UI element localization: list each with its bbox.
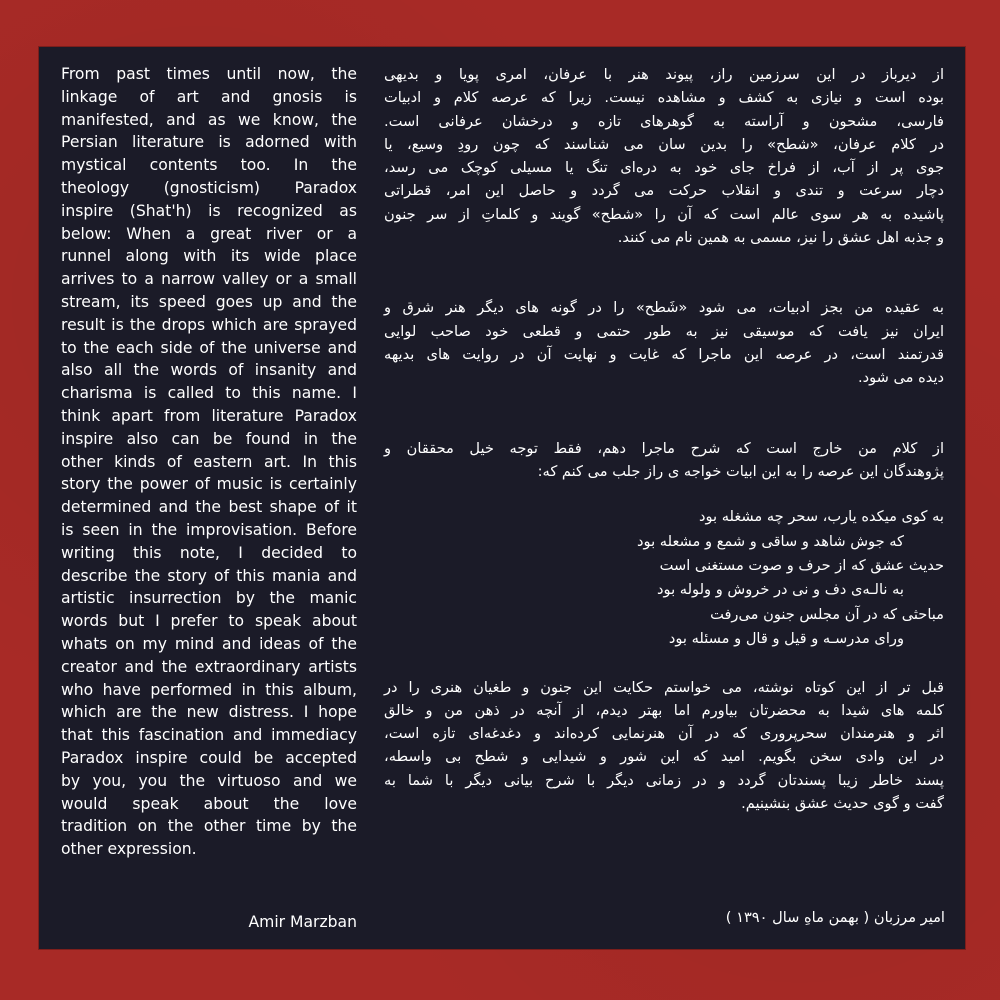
english-text-line: creator and the extraordinary artists — [61, 657, 357, 676]
persian-text-line: ایران نیز یافت که موسیقی نیز به طور حتمی و قطعی خود صاحب لوایی — [384, 322, 944, 340]
persian-text-line: در این وادی سخن بگویم. امید که این شور و شیدایی و شطح بی واسطه، — [384, 748, 944, 766]
english-text-line: whats on my mind and ideas of the — [61, 634, 357, 653]
english-signature: Amir Marzban — [248, 913, 357, 931]
poem-verse: حدیث عشق که از حرف و صوت مستغنی است — [659, 556, 944, 574]
text-panel — [39, 47, 965, 949]
english-text-line: other kinds of eastern art. In this — [61, 452, 357, 471]
english-column — [61, 63, 357, 861]
poem-verse: ورای مدرسـه و قیل و قال و مسئله بود — [668, 630, 904, 648]
english-text-line: to the each side of the universe and — [61, 338, 357, 357]
persian-text-line: از کلام من خارج است که شرح ماجرا دهم، فقط توجه خیل محققان و — [384, 439, 944, 457]
persian-signature: امیر مرزبان ( بهمن ماهِ سال ۱۳۹۰ ) — [725, 909, 945, 926]
persian-paragraph-4 — [384, 676, 944, 816]
english-text-line: story the power of music is certainly — [61, 475, 357, 494]
persian-text-line: پاشیده به هر سوی عالم است که آن را «شطح» گویند و کلماتِ از سر جنون — [384, 205, 944, 223]
persian-text-line: از دیرباز در این سرزمین راز، پیوند هنر با عرفان، امری پویا و بدیهی — [384, 66, 944, 83]
poem-verse: که جوش شاهد و ساقی و شمع و مشعله بود — [637, 532, 904, 550]
persian-text-line: کلمه های شیدا به محضرتان بیاورم اما بهتر دیدم، از آنچه در ذهن من و خالق — [384, 701, 944, 719]
persian-text-line: قبل تر از این کوتاه نوشته، می خواستم حکایت این جنون و طغیان هنری را در — [384, 678, 944, 696]
english-text-line: charisma is called to this name. I — [61, 384, 357, 403]
english-text-line: determined and the best shape of it — [61, 498, 357, 517]
persian-paragraph-2 — [384, 296, 944, 389]
poem-verse: مباحثی که در آن مجلس جنون می‌رفت — [710, 605, 944, 623]
persian-column — [384, 63, 944, 815]
persian-text-line: پسند خاطر زیبا پسندتان گردد و در زمانی دیگر با شرح بیانی دیگر با شما به — [384, 771, 944, 789]
english-text-line: describe the story of this mania and — [61, 566, 357, 585]
poem-verse: به کوی میکده یارب، سحر چه مشغله بود — [698, 508, 944, 526]
english-text-line: would speak about the love — [61, 794, 357, 813]
english-text-line: is seen in the improvisation. Before — [61, 520, 357, 539]
persian-text-line: گفت و گوی حدیث عشق بنشینیم. — [741, 795, 944, 813]
english-text-line: who have performed in this album, — [61, 680, 357, 699]
english-text-line: also all the words of insanity and — [61, 361, 357, 380]
english-text-line: below: When a great river or a — [61, 224, 357, 243]
english-text-line: stream, its speed goes up and the — [61, 292, 357, 311]
english-text-line: which are the new distress. I hope — [61, 703, 357, 722]
persian-text-line: در کلام عرفان، «شطح» را بدین سان می شناسند که چون رودِ وسیع، یا — [384, 135, 944, 153]
english-text-line: runnel along with its wide place — [61, 247, 357, 266]
persian-text-line: بوده است و نیازی به کشف و مشاهده نیست. زیرا که عرصه کلام و ادبیات — [384, 89, 944, 107]
persian-text-line: قدرتمند است، در عرصه این ماجرا که غایت و نهایت آن در روایت های بدیهه — [384, 345, 944, 363]
english-text-line: From past times until now, the — [61, 65, 357, 83]
english-text-line: artistic insurrection by the manic — [61, 589, 357, 608]
persian-text-line: دیده می شود. — [857, 369, 944, 387]
english-text-line: inspire also can be found in the — [61, 429, 357, 448]
persian-text-line: فارسی، مشحون و آراسته به گوهرهای تازه و درخشان عرفانی است. — [384, 112, 944, 130]
persian-text-line: دچار سرعت و تندی و انقلاب حرکت می گردد و حاصل این امر، قطراتی — [384, 182, 944, 200]
english-text-line: theology (gnosticism) Paradox — [61, 178, 357, 197]
english-text-line: inspire (Shat'h) is recognized as — [61, 201, 357, 220]
english-text-line: manifested, and as we know, the — [61, 110, 357, 129]
english-text-line: mystical contents too. In the — [61, 156, 357, 175]
english-text-line: linkage of art and gnosis is — [61, 87, 357, 106]
persian-paragraph-3 — [384, 437, 944, 484]
persian-text-line: اثر و هنرمندان سحرپروری که در آن هنرنمایی کرده‌اند و دغدغه‌ای تازه است، — [384, 725, 944, 743]
persian-text-line: پژوهندگان این عرصه را به این ابیات خواجه ی راز جلب می کنم که: — [537, 462, 944, 480]
english-text-line: tradition on the other time by the — [61, 817, 357, 836]
persian-poem — [384, 505, 944, 651]
persian-text-line: جوی پر از آب، از فراخ جای خود به دره‌ای تنگ یا مسیلی کوچک می رسد، — [384, 159, 944, 177]
english-text-line: writing this note, I decided to — [61, 543, 357, 562]
english-text-line: words but I prefer to speak about — [61, 612, 357, 631]
poem-verse: به نالـه‌ی دف و نی در خروش و ولوله بود — [657, 581, 904, 599]
english-text-line: think apart from literature Paradox — [61, 406, 357, 425]
english-text-line: by you, you the virtuoso and we — [61, 771, 357, 790]
english-text-line: other expression. — [61, 840, 197, 859]
persian-paragraph-1 — [384, 63, 944, 249]
english-text-line: Paradox inspire could be accepted — [61, 748, 357, 767]
persian-text-line: به عقیده من بجز ادبیات، می شود «شَطح» را در گونه های دیگر هنر شرق و — [384, 299, 944, 317]
english-text-line: arrives to a narrow valley or a small — [61, 270, 357, 289]
english-text-line: Persian literature is adorned with — [61, 133, 357, 152]
english-text-line: result is the drops which are sprayed — [61, 315, 357, 334]
english-text-line: that this fascination and immediacy — [61, 726, 357, 745]
persian-text-line: و جذبه اهل عشق را نیز، مسمی به همین نام می کنند. — [617, 229, 944, 247]
